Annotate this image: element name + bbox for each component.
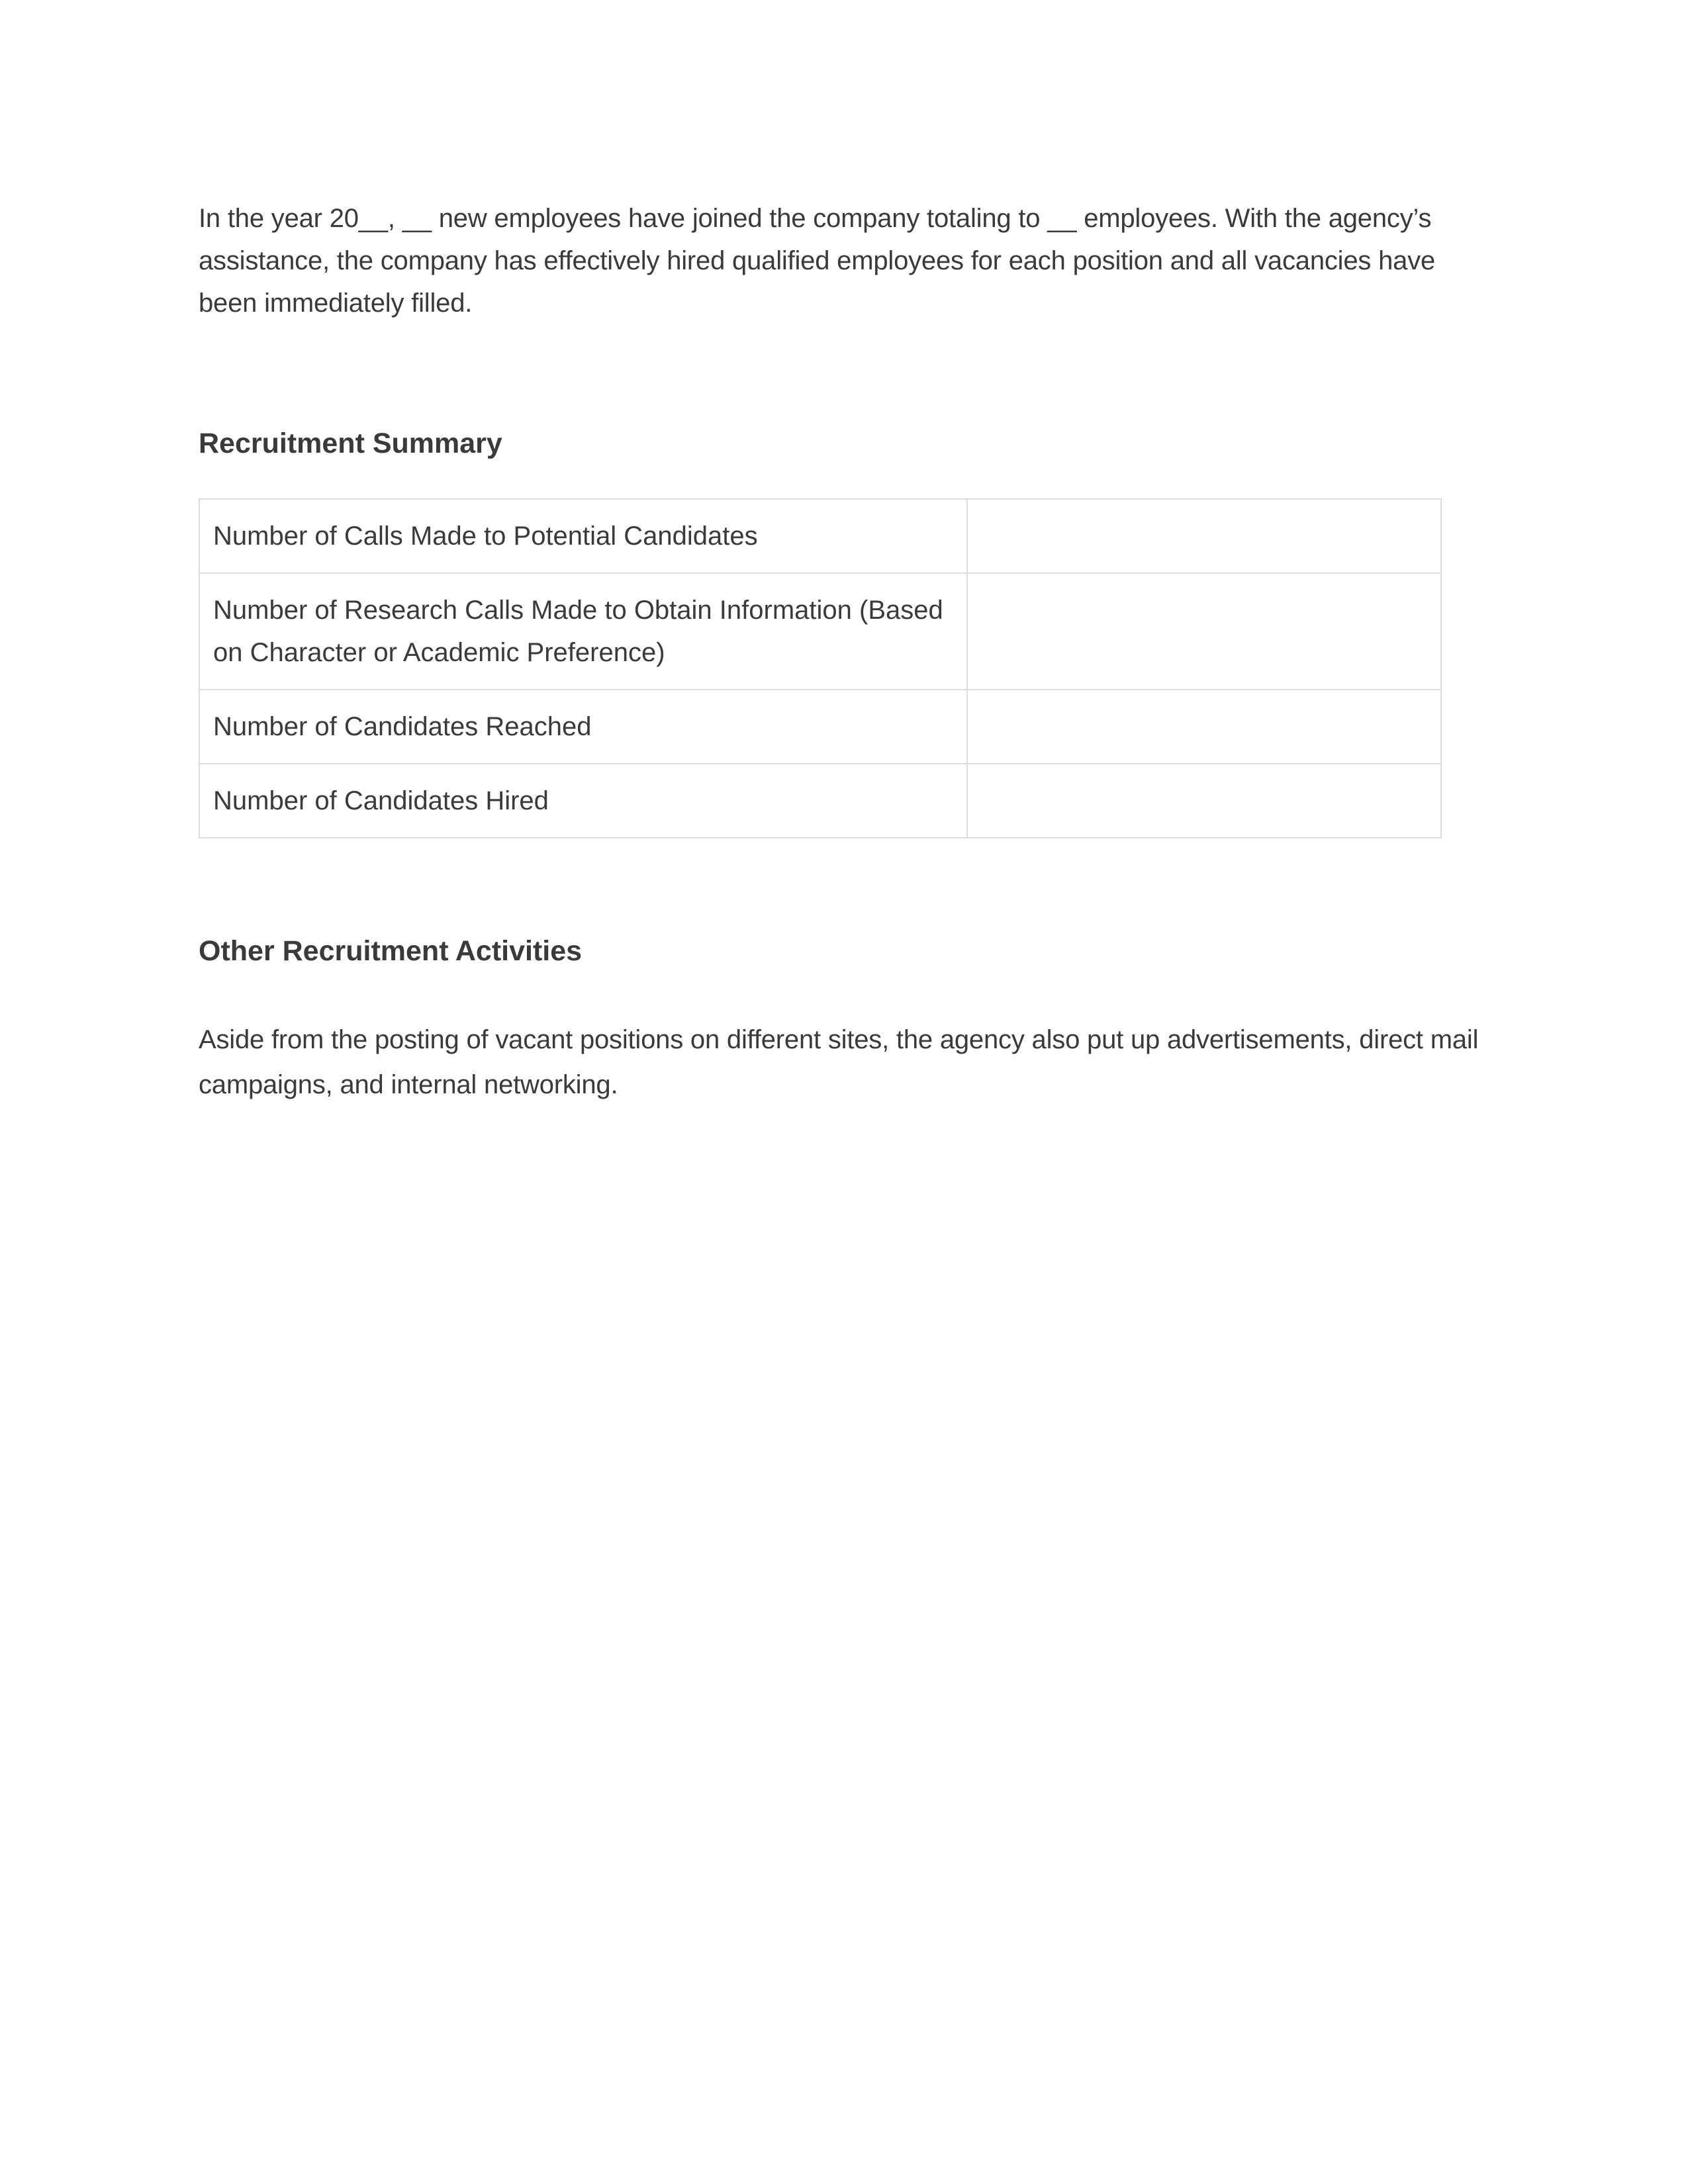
row-label-candidates-reached: Number of Candidates Reached <box>199 690 967 764</box>
other-activities-heading: Other Recruitment Activities <box>199 935 583 967</box>
table-row <box>199 573 1441 690</box>
row-value-research-calls <box>967 573 1441 690</box>
table-row <box>199 764 1441 838</box>
table-row <box>199 499 1441 573</box>
row-label-research-calls: Number of Research Calls Made to Obtain Information (Based on Character or Academic Preference) <box>199 573 967 690</box>
row-value-candidates-hired <box>967 764 1441 838</box>
row-label-calls-made: Number of Calls Made to Potential Candidates <box>199 499 967 573</box>
intro-paragraph: In the year 20__, __ new employees have joined the company totaling to __ employees. With the agency’s assistance, the company has effectively hired qualified employees for each position and all vacancies have been immediately filled. <box>199 204 1436 318</box>
row-value-calls-made <box>967 499 1441 573</box>
recruitment-summary-heading: Recruitment Summary <box>199 428 502 459</box>
row-value-candidates-reached <box>967 690 1441 764</box>
recruitment-summary-table <box>199 498 1442 839</box>
table-row <box>199 690 1441 764</box>
document-content <box>199 197 1496 1107</box>
other-activities-paragraph: Aside from the posting of vacant positions on different sites, the agency also put up advertisements, direct mail campaigns, and internal networking. <box>199 1025 1479 1099</box>
row-label-candidates-hired: Number of Candidates Hired <box>199 764 967 838</box>
